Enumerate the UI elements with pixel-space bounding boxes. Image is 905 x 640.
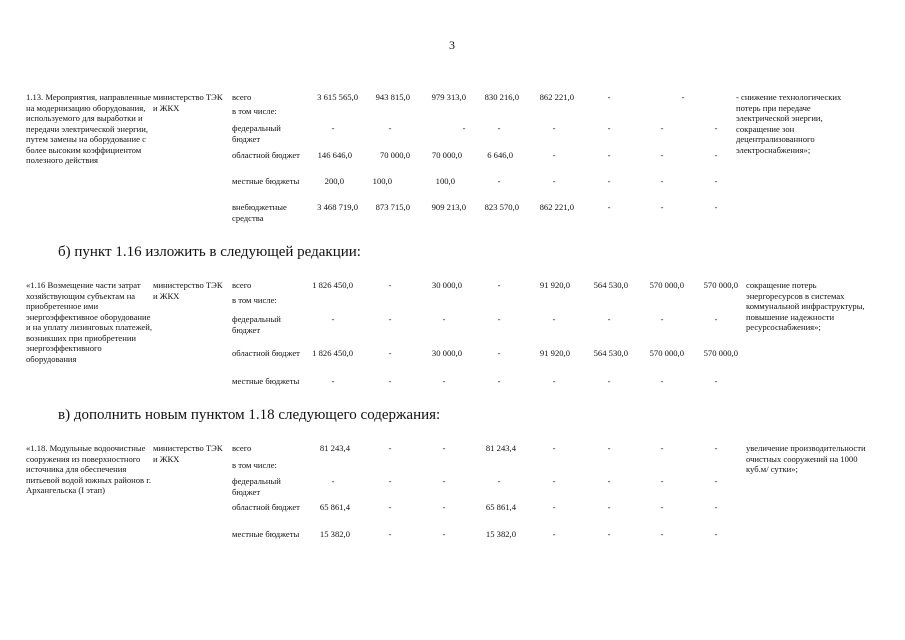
cell: 909 213,0 [431,202,466,212]
row-label: областной бюджет [232,150,300,160]
result-1-16: сокращение потерь энергоресурсов в системах коммунальной инфраструктуры, повышение надежности ресурсоснабжения»; [746,280,865,332]
cell: - [552,123,556,133]
cell: - [442,476,446,486]
cell: - [442,314,446,324]
cell: - [442,443,446,453]
cell: - [388,348,392,358]
cell: - [660,202,664,212]
cell: - [714,202,718,212]
cell: - [331,123,335,133]
row-label: местные бюджеты [232,376,300,386]
cell: - [607,476,611,486]
cell: - [442,529,446,539]
cell: 3 468 719,0 [317,202,358,212]
cell: - [607,529,611,539]
cell: - [388,502,392,512]
ministry-1-16: министерство ТЭК и ЖКХ [153,280,223,301]
cell: 81 243,4 [485,443,516,453]
row-label: областной бюджет [232,348,300,358]
cell: - [388,376,392,386]
cell: - [714,476,718,486]
cell: - [388,443,392,453]
cell: - [714,443,718,453]
row-label: внебюджетные средства [232,202,287,223]
activity-1-18: «1.18. Модульные водоочистные сооружения из поверхностного источника для обеспечения питьевой водой южных районов г. Архангельска (I этап) [26,443,151,495]
cell: 873 715,0 [375,202,410,212]
cell: 81 243,4 [319,443,350,453]
cell: 570 000,0 [649,280,684,290]
cell: - [497,476,501,486]
cell: - [552,529,556,539]
cell: - [607,443,611,453]
cell: - [660,150,664,160]
cell: - [331,314,335,324]
cell: - [497,376,501,386]
cell: 862 221,0 [539,92,574,102]
cell: - [660,376,664,386]
activity-1-13: 1.13. Мероприятия, направленные на модернизацию оборудования, используемого для выработки и передачи электрической энергии, путем замены на оборудование с более высоким коэффициентом полезного действия [26,92,152,165]
cell: - [660,123,664,133]
cell: - [607,202,611,212]
row-label: федеральный бюджет [232,476,281,497]
cell: 146 646,0 [317,150,352,160]
row-label: всего [232,92,252,102]
cell: 3 615 565,0 [317,92,358,102]
cell: - [497,176,501,186]
cell: - [388,314,392,324]
cell: - [388,123,392,133]
result-1-13: - снижение технологических потерь при передаче электрической энергии, сокращение зон децентрализованного электроснабжения»; [736,92,842,155]
cell: - [607,314,611,324]
activity-1-16: «1.16 Возмещение части затрат хозяйствующим субъектам на приобретенное ими энергоэффективное оборудование и на уплату лизинговых платежей, возникших при приобретении энергоэффективного оборудования [26,280,152,364]
cell: 65 861,4 [319,502,350,512]
cell: - [660,176,664,186]
row-label: в том числе: [232,106,277,116]
cell: - [660,529,664,539]
cell: - [552,314,556,324]
cell: 1 826 450,0 [312,280,353,290]
row-label: федеральный бюджет [232,314,281,335]
cell: 862 221,0 [539,202,574,212]
row-label: в том числе: [232,460,277,470]
cell: 65 861,4 [485,502,516,512]
cell: 564 530,0 [593,280,628,290]
cell: - [660,476,664,486]
cell: - [331,476,335,486]
result-1-18: увеличение производительности очистных сооружений на 1000 куб.м/ сутки»; [746,443,866,474]
cell: - [462,123,466,133]
cell: - [660,502,664,512]
cell: - [714,150,718,160]
cell: 564 530,0 [593,348,628,358]
cell: 200,0 [324,176,344,186]
cell: - [388,476,392,486]
cell: - [714,376,718,386]
ministry-1-18: министерство ТЭК и ЖКХ [153,443,223,464]
cell: 30 000,0 [431,348,462,358]
cell: 570 000,0 [703,348,738,358]
cell: - [714,176,718,186]
cell: 100,0 [435,176,455,186]
cell: - [607,176,611,186]
row-label: всего [232,280,252,290]
cell: 91 920,0 [539,348,570,358]
cell: - [552,176,556,186]
cell: - [331,376,335,386]
cell: - [552,443,556,453]
row-label: федеральный бюджет [232,123,281,144]
cell: - [497,314,501,324]
section-heading-v: в) дополнить новым пунктом 1.18 следующего содержания: [58,407,441,423]
cell: - [714,529,718,539]
row-label: областной бюджет [232,502,300,512]
cell: - [552,376,556,386]
cell: - [497,123,501,133]
cell: - [552,502,556,512]
cell: - [552,476,556,486]
cell: - [714,502,718,512]
cell: - [607,123,611,133]
cell: - [714,314,718,324]
cell: 15 382,0 [319,529,350,539]
cell: - [681,92,685,102]
cell: 1 826 450,0 [312,348,353,358]
cell: - [388,280,392,290]
cell: - [442,502,446,512]
cell: 6 646,0 [487,150,513,160]
section-heading-b: б) пункт 1.16 изложить в следующей редакции: [58,244,361,260]
cell: - [607,150,611,160]
cell: - [607,502,611,512]
cell: 979 313,0 [431,92,466,102]
cell: - [497,348,501,358]
row-label: всего [232,443,252,453]
cell: 15 382,0 [485,529,516,539]
cell: 830 216,0 [484,92,519,102]
cell: - [660,443,664,453]
cell: - [714,123,718,133]
cell: - [497,280,501,290]
cell: 70 000,0 [431,150,462,160]
page-number: 3 [449,38,455,52]
cell: 91 920,0 [539,280,570,290]
cell: 570 000,0 [703,280,738,290]
cell: - [388,529,392,539]
cell: 823 570,0 [484,202,519,212]
cell: - [607,92,611,102]
ministry-1-13: министерство ТЭК и ЖКХ [153,92,223,113]
cell: - [552,150,556,160]
row-label: местные бюджеты [232,176,300,186]
row-label: местные бюджеты [232,529,300,539]
cell: - [442,376,446,386]
cell: 100,0 [372,176,392,186]
cell: - [607,376,611,386]
cell: 570 000,0 [649,348,684,358]
row-label: в том числе: [232,295,277,305]
cell: 70 000,0 [379,150,410,160]
cell: 943 815,0 [375,92,410,102]
cell: - [660,314,664,324]
cell: 30 000,0 [431,280,462,290]
